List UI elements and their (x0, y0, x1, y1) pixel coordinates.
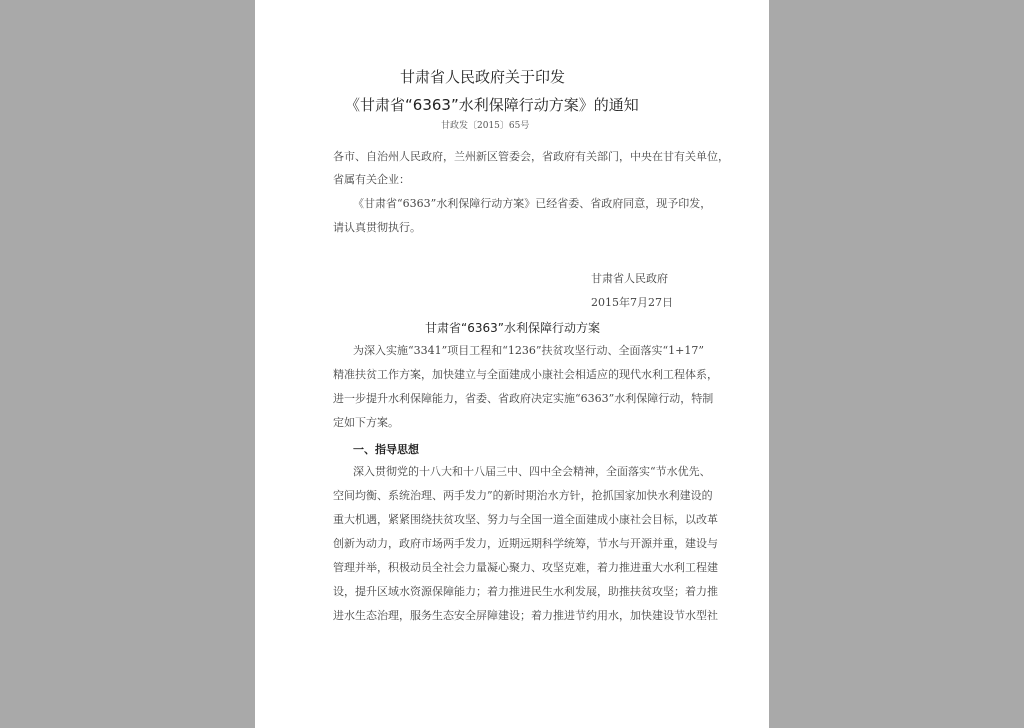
addressee-line2: 省属有关企业： (333, 173, 410, 186)
section-line: 深入贯彻党的十八大和十八届三中、四中全会精神，全面落实“节水优先、 (353, 465, 711, 478)
document-page (255, 0, 769, 728)
section-line: 空间均衡、系统治理、两手发力”的新时期治水方针，抢抓国家加快水利建设的 (333, 489, 713, 502)
addressee-line1: 各市、自治州人民政府，兰州新区管委会，省政府有关部门，中央在甘有关单位， (333, 150, 729, 163)
section-line: 进水生态治理，服务生态安全屏障建设；着力推进节约用水，加快建设节水型社 (333, 609, 718, 622)
notice-title-line1: 甘肃省人民政府关于印发 (400, 68, 566, 86)
section-heading: 一、指导思想 (353, 443, 419, 456)
document-number: 甘政发〔2015〕65号 (441, 121, 530, 131)
intro-line: 为深入实施“3341”项目工程和“1236”扶贫攻坚行动、全面落实“1+17” (353, 344, 704, 357)
section-line: 管理并举，积极动员全社会力量凝心聚力、攻坚克难，着力推进重大水利工程建 (333, 561, 718, 574)
notice-body-line1: 《甘肃省“6363”水利保障行动方案》已经省委、省政府同意，现予印发， (353, 197, 712, 210)
section-line: 创新为动力，政府市场两手发力，近期远期科学统筹，节水与开源并重，建设与 (333, 537, 718, 550)
notice-body-line2: 请认真贯彻执行。 (333, 221, 421, 234)
notice-title-line2: 《甘肃省“6363”水利保障行动方案》的通知 (345, 96, 639, 114)
intro-line: 精准扶贫工作方案，加快建立与全面建成小康社会相适应的现代水利工程体系， (333, 368, 718, 381)
section-line: 重大机遇，紧紧围绕扶贫攻坚、努力与全国一道全面建成小康社会目标，以改革 (333, 513, 718, 526)
section-line: 设，提升区域水资源保障能力；着力推进民生水利发展，助推扶贫攻坚；着力推 (333, 585, 718, 598)
signature: 甘肃省人民政府 (591, 272, 668, 285)
intro-line: 进一步提升水利保障能力，省委、省政府决定实施“6363”水利保障行动，特制 (333, 392, 714, 405)
plan-title: 甘肃省“6363”水利保障行动方案 (425, 321, 600, 335)
signature-date: 2015年7月27日 (591, 296, 673, 309)
intro-line: 定如下方案。 (333, 416, 399, 429)
